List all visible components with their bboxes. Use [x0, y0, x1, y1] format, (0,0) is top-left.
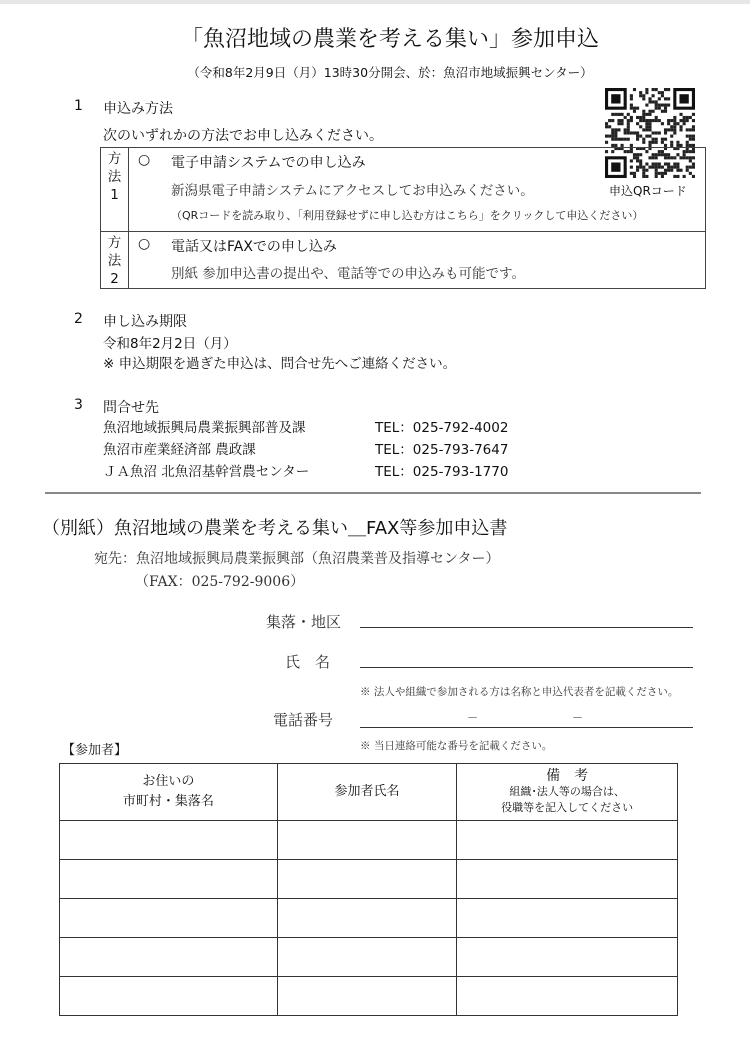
area-input[interactable]	[360, 627, 693, 628]
table-row	[60, 938, 678, 977]
contact-org: ＪＡ魚沼 北魚沼基幹営農センター	[103, 464, 310, 480]
method1-label: 方 法 1	[107, 151, 122, 203]
section-divider	[45, 492, 701, 494]
form-fax: （FAX：025-792-9006）	[135, 574, 305, 590]
contact-tel: TEL：025-793-1770	[375, 464, 509, 480]
area-label: 集落・地区	[266, 613, 342, 631]
section2-number: 2	[74, 311, 83, 327]
table-row	[60, 860, 678, 899]
section2-heading: 申し込み期限	[103, 314, 187, 330]
remarks-cell[interactable]	[457, 977, 678, 1016]
method1-desc: 新潟県電子申請システムにアクセスしてお申込みください。	[171, 183, 534, 199]
name-note: ※ 法人や組織で参加される方は名称と申込代表者を記載ください。	[360, 686, 679, 698]
table-row	[60, 821, 678, 860]
method1-bullet: ○	[138, 152, 151, 168]
event-details: （令和8年2月9日（月）13時30分開会、於：魚沼市地域振興センター）	[187, 65, 593, 80]
top-bar	[0, 0, 750, 4]
name-cell[interactable]	[277, 977, 457, 1016]
deadline: 令和8年2月2日（月）	[103, 336, 237, 352]
residence-cell[interactable]	[60, 821, 278, 860]
section1-intro: 次のいずれかの方法でお申し込みください。	[103, 128, 383, 144]
method1-note: （QRコードを読み取り、「利用登録せずに申し込む方はこちら」をクリックして申込ください）	[171, 209, 644, 222]
residence-cell[interactable]	[60, 860, 278, 899]
method1-title: 電子申請システムでの申し込み	[171, 155, 366, 171]
section1-heading: 申込み方法	[103, 101, 173, 117]
section3-heading: 問合せ先	[103, 400, 159, 416]
participants-label: 【参加者】	[62, 743, 128, 758]
form-title: （別紙）魚沼地域の農業を考える集い＿FAX等参加申込書	[42, 518, 508, 539]
name-label: 氏 名	[285, 653, 331, 671]
qr-caption: 申込QRコード	[609, 184, 687, 198]
method2-label: 方 法 2	[107, 235, 122, 287]
name-cell[interactable]	[277, 899, 457, 938]
remarks-cell[interactable]	[457, 899, 678, 938]
table-header	[60, 764, 678, 821]
residence-cell[interactable]	[60, 899, 278, 938]
method2-bullet: ○	[138, 236, 151, 252]
residence-cell[interactable]	[60, 938, 278, 977]
header-name: 参加者氏名	[277, 764, 457, 821]
method2-desc: 別紙 参加申込書の提出や、電話等での申込みも可能です。	[171, 266, 525, 282]
name-input[interactable]	[360, 667, 693, 668]
page-title: 「魚沼地域の農業を考える集い」参加申込	[180, 27, 599, 52]
contact-org: 魚沼市産業経済部 農政課	[103, 442, 256, 458]
phone-label: 電話番号	[273, 711, 334, 729]
table-row	[60, 977, 678, 1016]
deadline-note: ※ 申込期限を過ぎた申込は、問合せ先へご連絡ください。	[103, 356, 457, 372]
contact-tel: TEL：025-793-7647	[375, 442, 509, 458]
phone-note: ※ 当日連絡可能な番号を記載ください。	[360, 740, 553, 752]
methods-box	[100, 147, 706, 289]
name-cell[interactable]	[277, 860, 457, 899]
table-row	[60, 899, 678, 938]
residence-cell[interactable]	[60, 977, 278, 1016]
name-cell[interactable]	[277, 821, 457, 860]
phone-dash: －	[467, 711, 478, 724]
name-cell[interactable]	[277, 938, 457, 977]
section3-number: 3	[74, 397, 83, 413]
form-recipient: 宛先：魚沼地域振興局農業振興部（魚沼農業普及指導センター）	[94, 551, 500, 567]
contact-tel: TEL：025-792-4002	[375, 420, 509, 436]
section1-number: 1	[74, 98, 83, 114]
phone-input[interactable]	[360, 727, 693, 728]
remarks-cell[interactable]	[457, 938, 678, 977]
method2-title: 電話又はFAXでの申し込み	[171, 239, 337, 255]
header-remarks: 備 考 組織･法人等の場合は、 役職等を記入してください	[457, 764, 678, 821]
participants-table	[59, 763, 678, 1016]
remarks-cell[interactable]	[457, 821, 678, 860]
remarks-cell[interactable]	[457, 860, 678, 899]
header-residence: お住いの 市町村・集落名	[60, 764, 278, 821]
contact-org: 魚沼地域振興局農業振興部普及課	[103, 420, 306, 436]
phone-dash: －	[572, 711, 583, 724]
